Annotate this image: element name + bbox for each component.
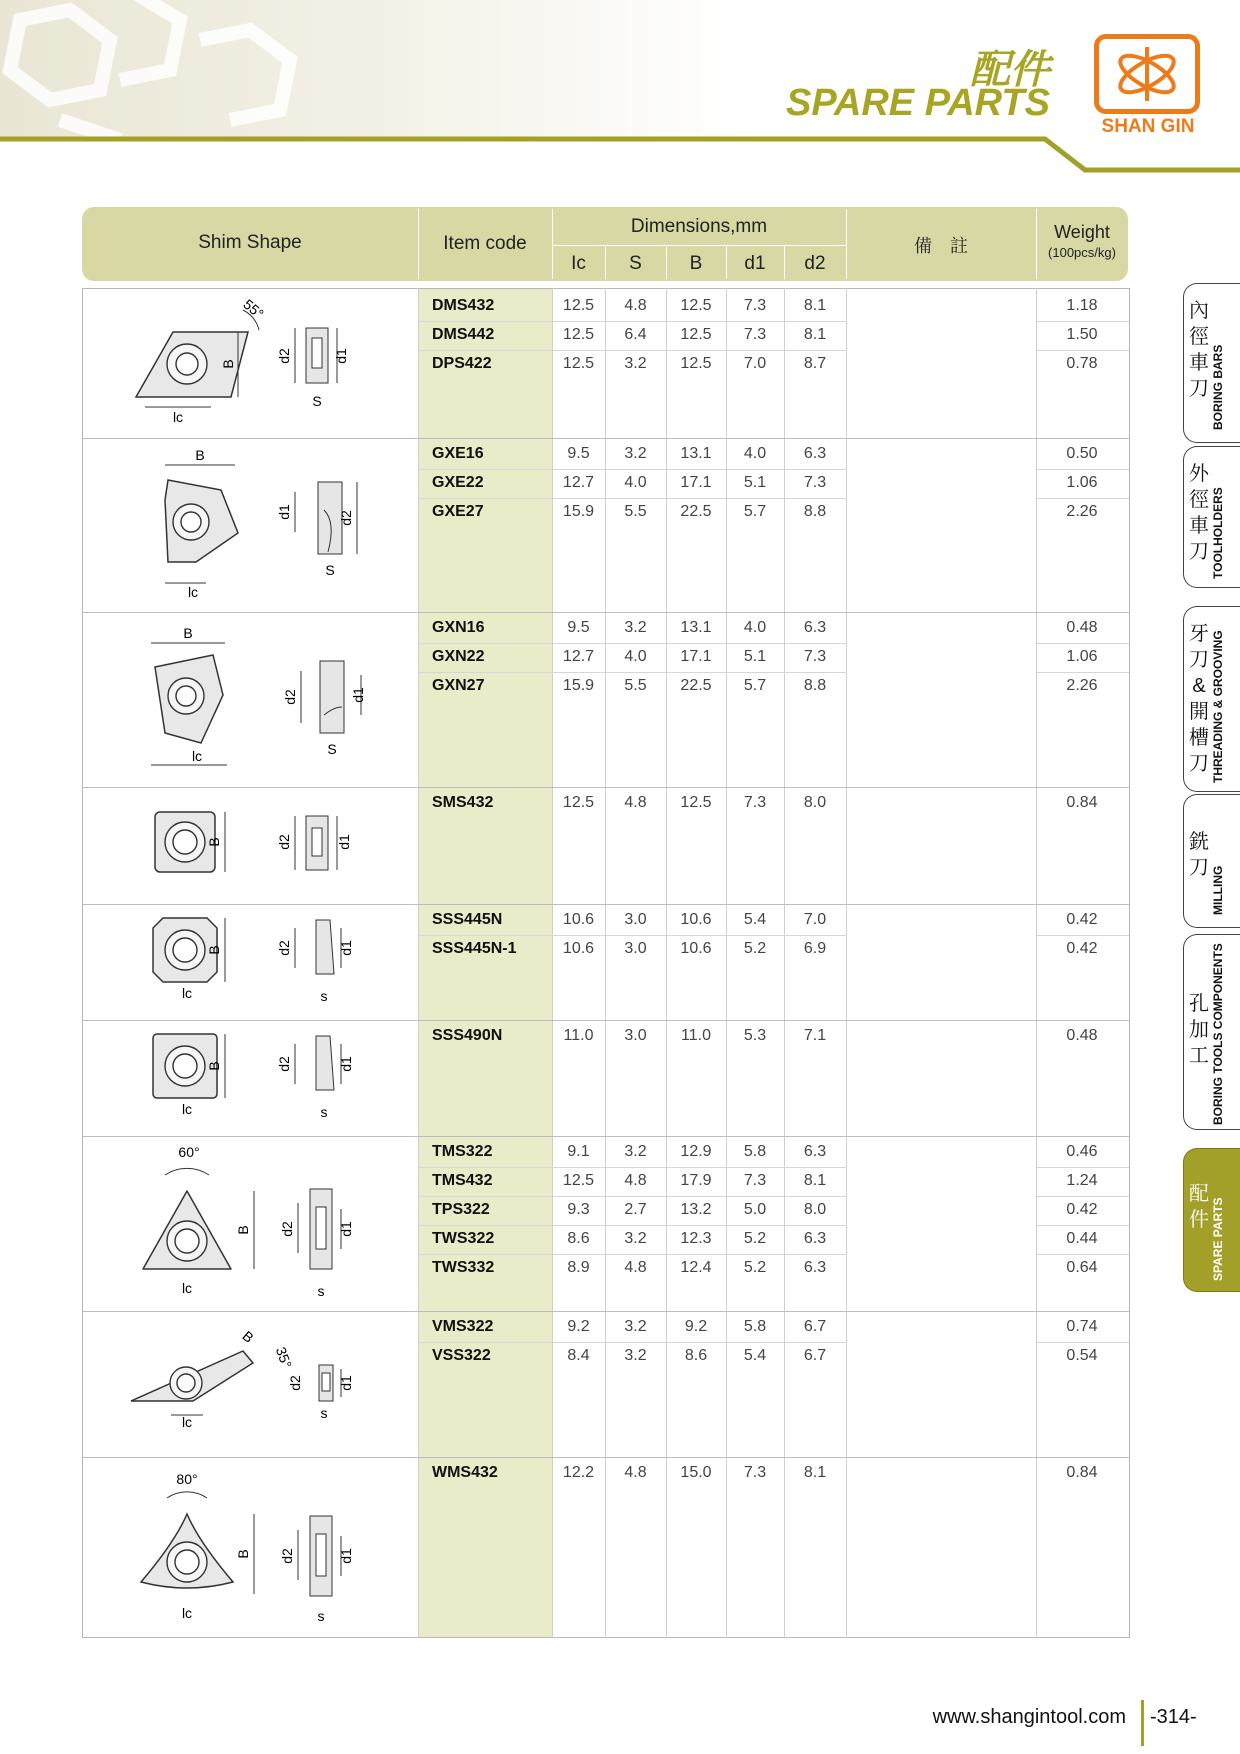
tab-label-en: BORING TOOLS COMPONENTS: [1211, 943, 1225, 1125]
group-separator: [82, 1457, 1130, 1458]
row-separator: [1037, 498, 1129, 499]
col-header-b: B: [689, 253, 703, 274]
dim-b-label: B: [206, 837, 222, 847]
row-separator: [419, 1254, 846, 1255]
tab-label-cn: 銑刀: [1189, 831, 1209, 879]
dimension-cell: 12.5: [680, 794, 712, 811]
dimension-cell: 17.9: [680, 1172, 712, 1189]
dimension-cell: 10.6: [680, 911, 712, 928]
weight-cell: 0.78: [1066, 355, 1098, 372]
group-separator: [82, 787, 1130, 788]
dim-d2-label: d2: [276, 940, 292, 956]
diamond-shim-drawing: [136, 296, 349, 425]
dimension-cell: 9.1: [567, 1143, 590, 1160]
dimension-cell: 6.9: [803, 940, 827, 957]
dimension-cell: 7.3: [743, 326, 767, 343]
dimension-cell: 11.0: [563, 1027, 594, 1044]
weight-cell: 0.46: [1066, 1143, 1098, 1160]
dim-d1-label: d1: [350, 687, 366, 703]
dim-d1-label: d1: [276, 504, 292, 520]
col-line: [846, 288, 847, 1638]
item-code: SSS490N: [432, 1027, 503, 1044]
dimension-cell: 4.0: [743, 619, 767, 636]
item-code: DPS422: [432, 355, 492, 372]
dimension-cell: 3.2: [624, 445, 647, 462]
dimension-cell: 12.2: [562, 1464, 595, 1481]
dimension-cell: 3.2: [624, 1143, 647, 1160]
dimension-cell: 3.0: [624, 940, 647, 957]
dimension-cell: 8.1: [803, 1172, 827, 1189]
weight-cell: 0.42: [1066, 940, 1098, 957]
dimension-cell: 8.1: [803, 297, 827, 314]
dimension-cell: 9.3: [567, 1201, 590, 1218]
dimension-cell: 12.5: [562, 794, 595, 811]
dim-b-label: B: [206, 1061, 222, 1071]
dimension-cell: 7.0: [743, 355, 767, 372]
shape-figure-tms: [83, 1137, 417, 1307]
dim-s-label: s: [317, 1608, 325, 1624]
dim-d2-label: d2: [338, 510, 354, 526]
row-separator: [419, 469, 846, 470]
dim-d2-label: d2: [287, 1375, 303, 1391]
dimension-cell: 13.2: [680, 1201, 712, 1218]
col-header-weight: Weight: [1054, 222, 1110, 242]
weight-cell: 0.42: [1066, 911, 1098, 928]
dimension-cell: 22.5: [680, 677, 712, 694]
dimension-cell: 7.3: [743, 794, 767, 811]
col-header-item-code: Item code: [443, 233, 527, 254]
dimension-cell: 3.0: [624, 1027, 647, 1044]
dimension-cell: 5.2: [743, 1259, 767, 1276]
dimension-cell: 5.1: [743, 474, 767, 491]
row-separator: [1037, 935, 1129, 936]
dimension-cell: 7.3: [803, 648, 827, 665]
row-separator: [419, 1225, 846, 1226]
tab-label-en: TOOLHOLDERS: [1211, 487, 1225, 579]
weight-cell: 0.84: [1066, 794, 1098, 811]
tab-label-cn: 孔加工: [1189, 993, 1209, 1067]
dimension-cell: 9.5: [567, 445, 590, 462]
row-separator: [419, 643, 846, 644]
dimension-cell: 12.5: [562, 297, 595, 314]
header-decoration: [0, 0, 360, 140]
dim-lc-label: lc: [181, 1414, 193, 1430]
shape-figure-vms: [83, 1313, 417, 1455]
dimension-cell: 8.8: [803, 677, 827, 694]
dim-lc-label: lc: [191, 748, 203, 764]
dimension-cell: 12.5: [562, 1172, 595, 1189]
item-code: TMS432: [432, 1172, 493, 1189]
dimension-cell: 5.7: [743, 677, 767, 694]
angle-label: 55°: [240, 295, 267, 322]
dim-lc-label: lc: [181, 1101, 193, 1117]
dimension-cell: 8.6: [684, 1347, 708, 1364]
item-code: TWS322: [432, 1230, 495, 1247]
dimension-cell: 8.8: [803, 503, 827, 520]
dim-b-label: B: [183, 625, 193, 641]
dimension-cell: 4.0: [743, 445, 767, 462]
dim-d1-label: d1: [338, 940, 354, 956]
dim-d1-label: d1: [338, 1548, 354, 1564]
tab-label-cn: 外徑車刀: [1189, 463, 1209, 563]
header-subdivider: [552, 245, 846, 246]
dimension-cell: 8.9: [567, 1259, 590, 1276]
tab-milling[interactable]: [1183, 794, 1240, 928]
page-number: -314-: [1150, 1706, 1197, 1728]
row-separator: [1037, 1254, 1129, 1255]
tab-spare-parts[interactable]: [1183, 1148, 1240, 1292]
dimension-cell: 11.0: [681, 1027, 711, 1044]
dimension-cell: 7.3: [743, 297, 767, 314]
header-divider: [1036, 209, 1037, 279]
dim-s-label: S: [312, 393, 322, 409]
dim-b-label: B: [206, 945, 222, 955]
dimension-cell: 12.7: [562, 474, 595, 491]
dimension-cell: 12.5: [680, 355, 712, 372]
row-separator: [419, 672, 846, 673]
angle-label: 60°: [178, 1144, 200, 1160]
shape-figure-sms: [83, 790, 417, 900]
group-separator: [82, 612, 1130, 613]
dim-d1-label: d1: [333, 348, 349, 364]
row-separator: [1037, 321, 1129, 322]
dimension-cell: 12.5: [680, 326, 712, 343]
weight-cell: 0.48: [1066, 1027, 1098, 1044]
dimension-cell: 5.4: [743, 911, 767, 928]
dimension-cell: 12.4: [680, 1259, 712, 1276]
row-separator: [1037, 1342, 1129, 1343]
weight-cell: 0.44: [1066, 1230, 1098, 1247]
row-separator: [1037, 672, 1129, 673]
dimension-cell: 2.7: [624, 1201, 647, 1218]
col-header-d2: d2: [804, 253, 826, 274]
col-header-remark: 備 註: [914, 236, 968, 256]
tab-boring-bars[interactable]: [1183, 283, 1240, 443]
dimension-cell: 12.5: [680, 297, 712, 314]
dimension-cell: 3.2: [624, 1347, 647, 1364]
dimension-cell: 3.2: [624, 619, 647, 636]
row-separator: [419, 498, 846, 499]
dim-d2-label: d2: [282, 689, 298, 705]
dim-d2-label: d2: [276, 834, 292, 850]
dimension-cell: 15.9: [562, 677, 595, 694]
dimension-cell: 7.3: [743, 1464, 767, 1481]
dimension-cell: 12.3: [680, 1230, 712, 1247]
dimension-cell: 10.6: [562, 940, 595, 957]
item-code: SSS445N-1: [432, 940, 517, 957]
atom-icon: [1099, 39, 1195, 109]
dimension-cell: 7.0: [803, 911, 827, 928]
dim-s-label: s: [320, 1104, 328, 1120]
col-header-dimensions: Dimensions,mm: [630, 216, 768, 237]
dimension-cell: 4.0: [624, 474, 647, 491]
item-code: SMS432: [432, 794, 494, 811]
dimension-cell: 8.7: [803, 355, 827, 372]
row-separator: [419, 1342, 846, 1343]
dimension-cell: 7.3: [803, 474, 827, 491]
dim-d1-label: d1: [338, 1375, 354, 1391]
dim-d1-label: d1: [338, 1056, 354, 1072]
weight-cell: 0.50: [1066, 445, 1098, 462]
dimension-cell: 4.0: [624, 648, 647, 665]
dimension-cell: 10.6: [680, 940, 712, 957]
dim-b-label: B: [239, 1327, 257, 1346]
row-separator: [1037, 1167, 1129, 1168]
dimension-cell: 12.5: [562, 355, 595, 372]
dimension-cell: 13.1: [680, 445, 712, 462]
weight-cell: 1.24: [1066, 1172, 1098, 1189]
website-link[interactable]: www.shangintool.com: [932, 1706, 1126, 1728]
tab-threading-grooving[interactable]: [1183, 606, 1240, 792]
weight-cell: 1.18: [1066, 297, 1098, 314]
dim-s-label: S: [327, 741, 337, 757]
dimension-cell: 15.0: [680, 1464, 712, 1481]
dimension-cell: 5.1: [743, 648, 767, 665]
dim-s-label: s: [317, 1283, 325, 1299]
row-separator: [1037, 643, 1129, 644]
dim-s-label: S: [325, 562, 335, 578]
weight-cell: 1.50: [1066, 326, 1098, 343]
item-code: GXE27: [432, 503, 484, 520]
dimension-cell: 5.8: [743, 1143, 767, 1160]
col-header-shape: Shim Shape: [198, 232, 302, 253]
dimension-cell: 12.5: [562, 326, 595, 343]
dimension-cell: 3.2: [624, 1318, 647, 1335]
dimension-cell: 8.6: [567, 1230, 590, 1247]
dim-lc-label: lc: [187, 584, 199, 600]
dim-s-label: s: [320, 1405, 328, 1421]
row-separator: [1037, 350, 1129, 351]
shape-figure-gxn: [83, 615, 417, 785]
weight-cell: 0.54: [1066, 1347, 1098, 1364]
item-code: GXN16: [432, 619, 485, 636]
dim-b-label: B: [195, 447, 205, 463]
shape-figure-dms: [83, 290, 417, 435]
brand-name: SHAN GIN: [1101, 116, 1195, 137]
angle-label: 35°: [272, 1344, 296, 1371]
weight-cell: 2.26: [1066, 677, 1098, 694]
page-title-chinese: 配件: [970, 48, 1050, 92]
dim-d2-label: d2: [276, 1056, 292, 1072]
tab-label-cn: 配件: [1189, 1183, 1209, 1231]
item-code: GXN22: [432, 648, 485, 665]
dimension-cell: 5.5: [624, 503, 647, 520]
tab-label-en: BORING BARS: [1211, 344, 1225, 430]
item-code: TMS322: [432, 1143, 493, 1160]
tab-boring-tools-components[interactable]: [1183, 934, 1240, 1130]
row-separator: [419, 350, 846, 351]
tab-toolholders[interactable]: [1183, 446, 1240, 588]
item-code: GXE22: [432, 474, 484, 491]
dimension-cell: 15.9: [562, 503, 595, 520]
item-code: GXN27: [432, 677, 485, 694]
weight-cell: 0.74: [1066, 1318, 1098, 1335]
row-separator: [419, 935, 846, 936]
dimension-cell: 17.1: [680, 474, 712, 491]
dimension-cell: 4.8: [624, 1464, 647, 1481]
weight-cell: 0.64: [1066, 1259, 1098, 1276]
dim-lc-label: lc: [172, 409, 184, 425]
dimension-cell: 5.2: [743, 1230, 767, 1247]
row-separator: [419, 321, 846, 322]
dimension-cell: 7.1: [803, 1027, 827, 1044]
col-line: [418, 288, 419, 1638]
dimension-cell: 3.0: [624, 911, 647, 928]
item-code: WMS432: [432, 1464, 498, 1481]
brand-logo: [1094, 34, 1200, 114]
row-separator: [419, 1196, 846, 1197]
item-code: GXE16: [432, 445, 484, 462]
dim-d1-label: d1: [336, 834, 352, 850]
dimension-cell: 8.0: [803, 794, 827, 811]
dimension-cell: 22.5: [680, 503, 712, 520]
tab-label-cn: 內徑車刀: [1189, 300, 1209, 400]
dimension-cell: 5.0: [743, 1201, 767, 1218]
shape-figure-gxe: [83, 440, 417, 610]
dimension-cell: 5.3: [743, 1027, 767, 1044]
dim-s-label: s: [320, 988, 328, 1004]
item-code: DMS442: [432, 326, 495, 343]
item-code: TWS332: [432, 1259, 495, 1276]
weight-cell: 2.26: [1066, 503, 1098, 520]
row-separator: [419, 1167, 846, 1168]
dimension-cell: 4.8: [624, 1259, 647, 1276]
page-title: SPARE PARTS: [786, 82, 1050, 124]
row-separator: [1037, 469, 1129, 470]
dimension-cell: 5.5: [624, 677, 647, 694]
item-code: TPS322: [432, 1201, 490, 1218]
dimension-cell: 6.3: [803, 619, 827, 636]
group-separator: [82, 1020, 1130, 1021]
weight-cell: 0.84: [1066, 1464, 1098, 1481]
dimension-cell: 6.3: [803, 1143, 827, 1160]
dimension-cell: 10.6: [562, 911, 595, 928]
tab-label-en: SPARE PARTS: [1211, 1197, 1225, 1281]
dimension-cell: 9.2: [567, 1318, 590, 1335]
dimension-cell: 5.4: [743, 1347, 767, 1364]
dimension-cell: 8.0: [803, 1201, 827, 1218]
item-code: VSS322: [432, 1347, 491, 1364]
dimension-cell: 4.8: [624, 794, 647, 811]
dim-lc-label: lc: [181, 1605, 193, 1621]
dimension-cell: 12.7: [562, 648, 595, 665]
item-code: SSS445N: [432, 911, 503, 928]
dimension-cell: 6.7: [803, 1347, 827, 1364]
dimension-cell: 8.1: [803, 326, 827, 343]
tab-label-en: THREADING & GROOVING: [1211, 630, 1225, 783]
dim-d1-label: d1: [338, 1221, 354, 1237]
dim-lc-label: lc: [181, 985, 193, 1001]
weight-cell: 1.06: [1066, 474, 1098, 491]
dimension-cell: 3.2: [624, 1230, 647, 1247]
dimension-cell: 6.3: [803, 445, 827, 462]
dimension-cell: 17.1: [680, 648, 712, 665]
group-separator: [82, 904, 1130, 905]
dim-b-label: B: [235, 1225, 251, 1235]
dimension-cell: 5.7: [743, 503, 767, 520]
dimension-cell: 3.2: [624, 355, 647, 372]
group-separator: [82, 1311, 1130, 1312]
group-separator: [82, 438, 1130, 439]
dimension-cell: 5.8: [743, 1318, 767, 1335]
dimension-cell: 8.1: [803, 1464, 827, 1481]
dim-d2-label: d2: [279, 1548, 295, 1564]
dimension-cell: 8.4: [567, 1347, 590, 1364]
dimension-cell: 6.7: [803, 1318, 827, 1335]
dimension-cell: 6.3: [803, 1230, 827, 1247]
dimension-cell: 6.4: [624, 326, 647, 343]
item-code: DMS432: [432, 297, 495, 314]
dimension-cell: 12.9: [680, 1143, 712, 1160]
dim-d2-label: d2: [279, 1221, 295, 1237]
dimension-cell: 7.3: [743, 1172, 767, 1189]
col-header-weight-unit: (100pcs/kg): [1048, 245, 1116, 260]
col-header-d1: d1: [744, 253, 766, 274]
footer-divider: [1141, 1700, 1144, 1746]
item-code: VMS322: [432, 1318, 494, 1335]
shape-figure-wms: [83, 1462, 417, 1634]
weight-cell: 0.48: [1066, 619, 1098, 636]
dimension-cell: 6.3: [803, 1259, 827, 1276]
weight-cell: 0.42: [1066, 1201, 1098, 1218]
shape-figure-sss445: [83, 906, 417, 1016]
dim-b-label: B: [235, 1549, 251, 1559]
dimension-cell: 13.1: [680, 619, 712, 636]
dimension-cell: 5.2: [743, 940, 767, 957]
header-rule: [0, 136, 1240, 176]
angle-label: 80°: [176, 1471, 198, 1487]
col-header-ic: Ic: [571, 253, 586, 274]
dimension-cell: 9.5: [567, 619, 590, 636]
row-separator: [1037, 1196, 1129, 1197]
tab-label-en: MILLING: [1211, 865, 1225, 915]
tab-label-cn: 牙刀&開槽刀: [1189, 623, 1209, 775]
dimension-cell: 9.2: [684, 1318, 708, 1335]
dimension-cell: 4.8: [624, 297, 647, 314]
dim-d2-label: d2: [276, 348, 292, 364]
dim-lc-label: lc: [181, 1280, 193, 1296]
col-header-s: S: [629, 253, 642, 274]
row-separator: [1037, 1225, 1129, 1226]
shape-figure-sss490: [83, 1022, 417, 1132]
dimension-cell: 4.8: [624, 1172, 647, 1189]
weight-cell: 1.06: [1066, 648, 1098, 665]
dim-b-label: B: [220, 359, 236, 369]
